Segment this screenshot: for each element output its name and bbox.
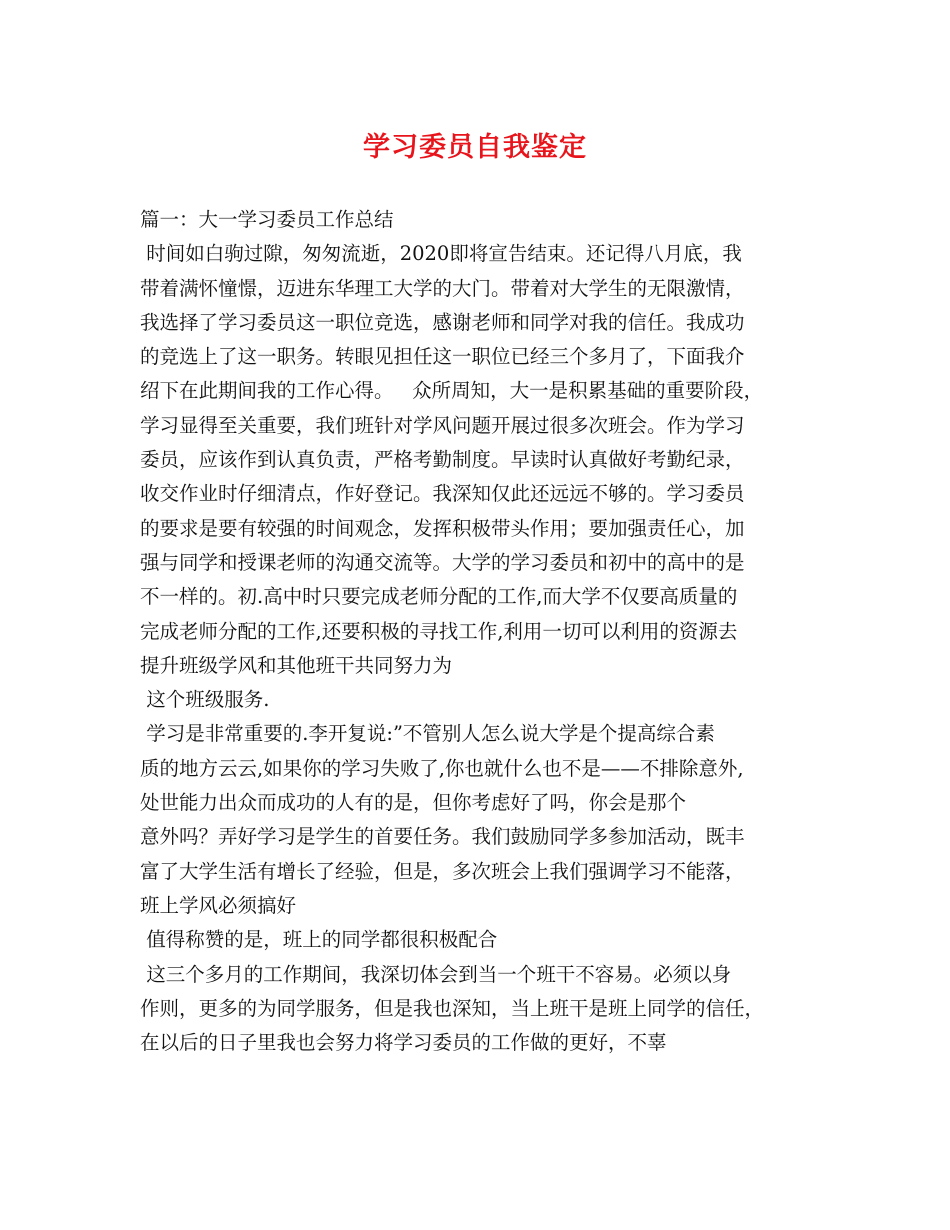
body-line: 这个班级服务. xyxy=(140,688,270,712)
body-line: 收交作业时仔细清点，作好登记。我深知仅此还远远不够的。学习委员 xyxy=(140,482,745,506)
body-line: 提升班级学风和其他班干共同努力为 xyxy=(140,653,453,677)
body-line: 质的地方云云,如果你的学习失败了,你也就什么也不是——不排除意外, xyxy=(140,756,744,780)
body-line: 的竞选上了这一职务。转眼见担任这一职位已经三个多月了，下面我介 xyxy=(140,345,745,369)
body-line: 不一样的。初.高中时只要完成老师分配的工作,而大学不仅要高质量的 xyxy=(140,585,738,609)
body-line: 意外吗？弄好学习是学生的首要任务。我们鼓励同学多参加活动，既丰 xyxy=(140,825,745,849)
body-line: 班上学风必须搞好 xyxy=(140,893,297,917)
body-line: 时间如白驹过隙，匆匆流逝，2020即将宣告结束。还记得八月底，我 xyxy=(140,242,742,266)
body-line: 的要求是要有较强的时间观念，发挥积极带头作用；要加强责任心，加 xyxy=(140,516,745,540)
body-line: 学习是非常重要的.李开复说:”不管别人怎么说大学是个提高综合素 xyxy=(140,722,715,746)
body-line: 值得称赞的是，班上的同学都很积极配合 xyxy=(140,928,498,952)
body-line: 学习显得至关重要，我们班针对学风问题开展过很多次班会。作为学习 xyxy=(140,413,745,437)
body-line: 委员，应该作到认真负责，严格考勤制度。早读时认真做好考勤纪录， xyxy=(140,448,745,472)
body-line: 我选择了学习委员这一职位竞选，感谢老师和同学对我的信任。我成功 xyxy=(140,310,745,334)
body-line: 篇一：大一学习委员工作总结 xyxy=(140,208,394,231)
body-line: 处世能力出众而成功的人有的是，但你考虑好了吗，你会是那个 xyxy=(140,791,687,815)
document-title: 学习委员自我鉴定 xyxy=(363,132,587,163)
body-line: 带着满怀憧憬，迈进东华理工大学的大门。带着对大学生的无限激情， xyxy=(140,276,745,300)
body-line: 绍下在此期间我的工作心得。 众所周知，大一是积累基础的重要阶段， xyxy=(140,379,764,403)
body-line: 这三个多月的工作期间，我深切体会到当一个班干不容易。必须以身 xyxy=(140,962,732,986)
body-line: 完成老师分配的工作,还要积极的寻找工作,利用一切可以利用的资源去 xyxy=(140,619,738,643)
body-line: 强与同学和授课老师的沟通交流等。大学的学习委员和初中的高中的是 xyxy=(140,550,745,574)
document-body xyxy=(140,203,830,1060)
body-line: 作则，更多的为同学服务，但是我也深知，当上班干是班上同学的信任， xyxy=(140,996,765,1020)
body-line: 富了大学生活有增长了经验，但是，多次班会上我们强调学习不能落， xyxy=(140,859,745,883)
body-line: 在以后的日子里我也会努力将学习委员的工作做的更好，不辜 xyxy=(140,1031,667,1055)
